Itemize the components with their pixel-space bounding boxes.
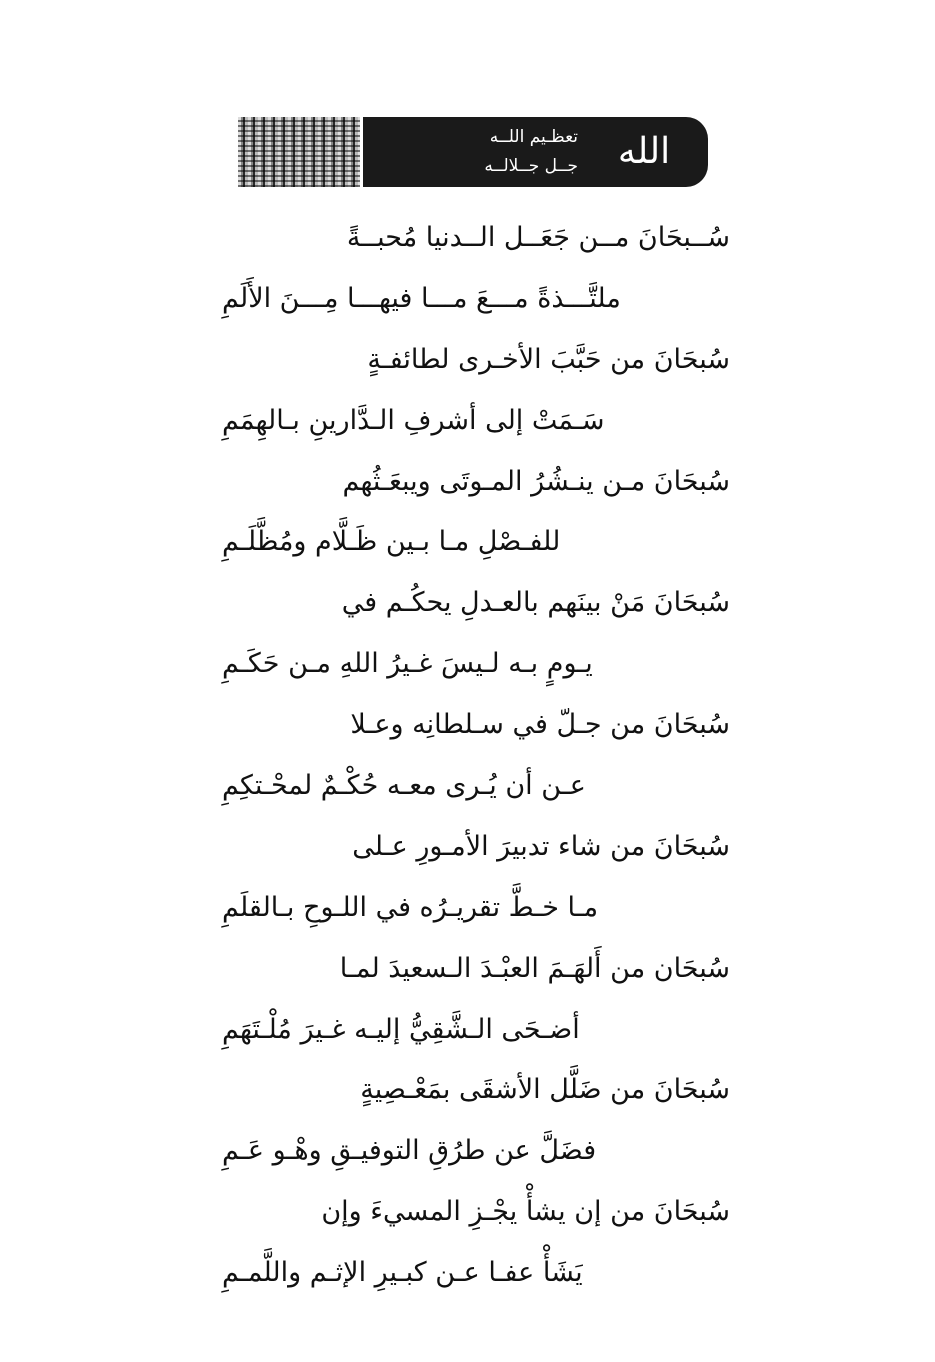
verse-line-18: يَشَأْ عفـا عـن كبـيرِ الإثـم واللَّمـمِ <box>222 1257 583 1289</box>
chapter-title-line-1: تعظـيم اللــه <box>489 127 578 147</box>
verse-line-5: سُبحَانَ مـن ينـشُرُ المـوتَى ويبعَـثُهم <box>342 465 730 497</box>
verse-line-4: سَـمَتْ إلى أشرفِ الـدَّارينِ بـالهِمَمِ <box>222 404 605 436</box>
verse-line-11: سُبحَانَ من شاء تدبيرَ الأمـورِ عـلى <box>352 830 730 862</box>
verse-line-13: سُبحَان من أَلهَـمَ العبْـدَ الـسعيدَ لمـا <box>339 952 730 984</box>
header-divider <box>360 117 363 187</box>
header-decorative-texture <box>238 117 360 187</box>
verse-line-12: مـا خـطَّ تقريـرُه في اللـوحِ بـالقلَمِ <box>222 891 599 923</box>
verse-line-14: أضـحَى الـشَّقِيُّ إليـه غـيرَ مُلْـتَهَمِ <box>222 1013 580 1045</box>
poem-body <box>200 208 730 1304</box>
verse-line-8: يـومٍ بـه لـيسَ غـيرُ اللهِ مـن حَكَـمِ <box>222 648 593 680</box>
verse-line-15: سُبحَانَ من ضَلَّل الأشقَى بمَعْـصِيةٍ <box>360 1074 730 1106</box>
verse-line-1: سُــبحَانَ مــن جَعَــل الــدنيا مُحبــةً <box>346 222 730 253</box>
verse-line-17: سُبحَانَ من إن يشأْ يجْـزِ المسيءَ وإن <box>321 1196 730 1228</box>
calligraphy-logo: الله <box>617 131 671 172</box>
chapter-title-line-2: جــل جــلالــه <box>484 156 578 176</box>
chapter-header-banner <box>238 117 708 187</box>
verse-line-16: فضَلَّ عن طرُقِ التوفيـقِ وهْـو عَـمِ <box>222 1135 597 1167</box>
chapter-title <box>378 123 578 183</box>
verse-line-10: عـن أن يُـرى معـه حُكْـمٌ لمحْـتكِمِ <box>222 770 586 802</box>
verse-line-2: ملتَّـــذةً مـــعَ مـــا فيهـــا مِـــنَ الأَلَمِ <box>222 282 621 314</box>
verse-line-6: للفـصْلِ مـا بـين ظَـلَّام ومُظَّلَـمِ <box>222 526 561 558</box>
verse-line-7: سُبحَانَ مَنْ بينَهم بالعـدلِ يحكُـم في <box>341 587 730 619</box>
verse-line-9: سُبحَانَ من جـلّ في سـلطانِه وعـلا <box>350 709 730 741</box>
verse-line-3: سُبحَانَ من حَبَّبَ الأخـرى لطائفـةٍ <box>367 343 730 375</box>
